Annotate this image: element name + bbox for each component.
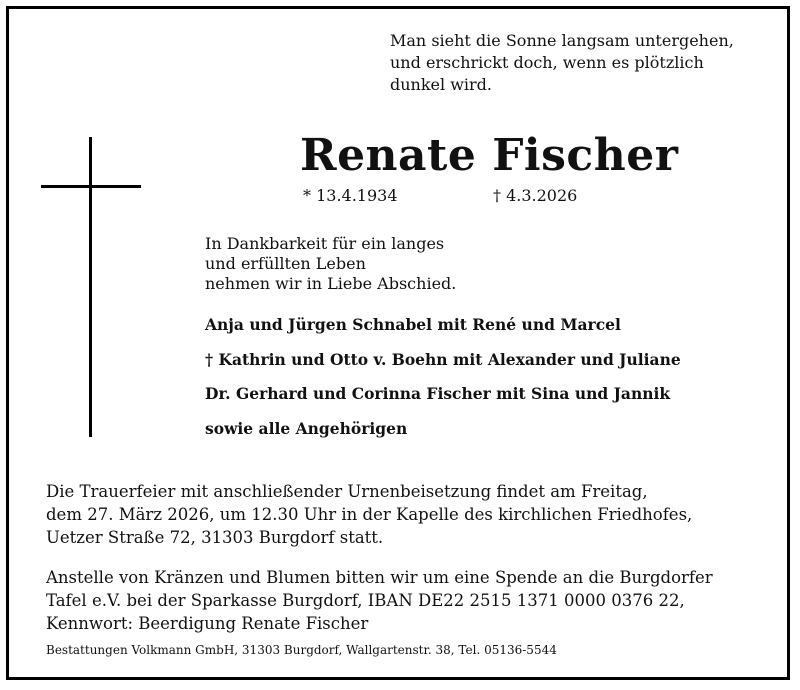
service-line: dem 27. März 2026, um 12.30 Uhr in der Kapelle des kirchlichen Friedhofes, bbox=[46, 505, 693, 524]
thanks-line: nehmen wir in Liebe Abschied. bbox=[205, 274, 457, 293]
donation-info bbox=[46, 566, 713, 635]
mourner-family: † Kathrin und Otto v. Boehn mit Alexander und Juliane bbox=[205, 350, 681, 369]
mourner-family: Anja und Jürgen Schnabel mit René und Marcel bbox=[205, 315, 621, 334]
motto-quote bbox=[390, 30, 770, 96]
service-line: Die Trauerfeier mit anschließender Urnenbeisetzung findet am Freitag, bbox=[46, 482, 648, 501]
cross-icon-horizontal bbox=[41, 185, 141, 188]
thanks-line: In Dankbarkeit für ein langes bbox=[205, 234, 445, 253]
mourner-family: Dr. Gerhard und Corinna Fischer mit Sina und Jannik bbox=[205, 384, 671, 403]
motto-line: dunkel wird. bbox=[390, 75, 493, 94]
death-date: † 4.3.2026 bbox=[493, 186, 578, 205]
motto-line: und erschrickt doch, wenn es plötzlich bbox=[390, 53, 704, 72]
mourner-family: sowie alle Angehörigen bbox=[205, 419, 408, 438]
thanks-line: und erfüllten Leben bbox=[205, 254, 366, 273]
birth-date: * 13.4.1934 bbox=[303, 186, 398, 205]
donation-line: Anstelle von Kränzen und Blumen bitten wir um eine Spende an die Burgdorfer bbox=[46, 568, 713, 587]
thanks-text bbox=[205, 234, 456, 294]
cross-icon-vertical bbox=[89, 137, 92, 437]
funeral-service-info bbox=[46, 480, 692, 549]
donation-line: Kennwort: Beerdigung Renate Fischer bbox=[46, 614, 369, 633]
donation-line: Tafel e.V. bei der Sparkasse Burgdorf, IBAN DE22 2515 1371 0000 0376 22, bbox=[46, 591, 685, 610]
service-line: Uetzer Straße 72, 31303 Burgdorf statt. bbox=[46, 528, 384, 547]
deceased-name: Renate Fischer bbox=[300, 130, 679, 181]
undertaker-info: Bestattungen Volkmann GmbH, 31303 Burgdorf, Wallgartenstr. 38, Tel. 05136-5544 bbox=[46, 643, 557, 657]
motto-line: Man sieht die Sonne langsam untergehen, bbox=[390, 31, 734, 50]
